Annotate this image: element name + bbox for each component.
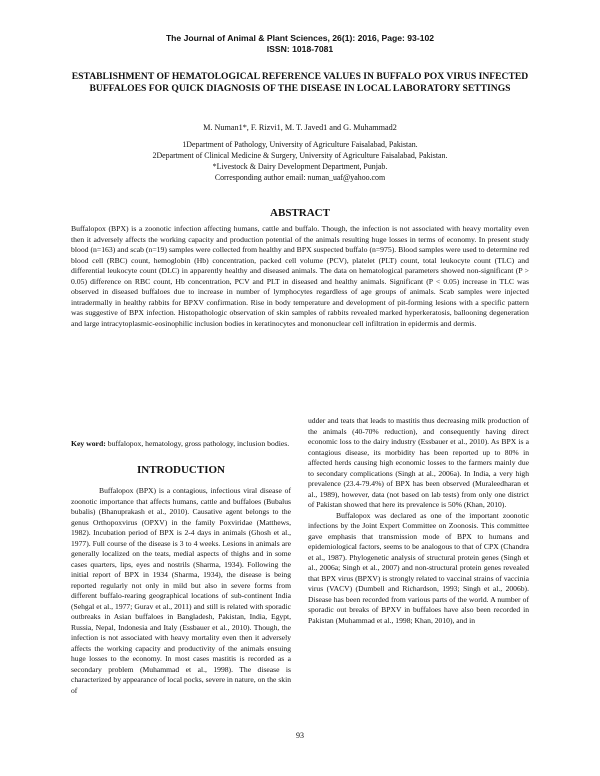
journal-issn: ISSN: 1018-7081: [266, 44, 334, 54]
page-number: 93: [296, 731, 304, 740]
keywords-label: Key word:: [71, 439, 106, 448]
paper-title: ESTABLISHMENT OF HEMATOLOGICAL REFERENCE VALUES IN BUFFALO POX VIRUS INFECTED BUFFALOES FOR QUICK DIAGNOSIS OF THE DISEASE IN LOCAL LABORATORY SETTINGS: [71, 71, 529, 94]
affiliation-2: 2Department of Clinical Medicine & Surgery, University of Agriculture Faisalabad, Pakistan.: [152, 151, 448, 160]
keywords-text: buffalopox, hematology, gross pathology, inclusion bodies.: [107, 439, 290, 448]
affiliations: [0, 139, 600, 183]
affiliation-3: *Livestock & Dairy Development Department, Punjab.: [212, 162, 388, 171]
introduction-heading: INTRODUCTION: [136, 464, 225, 476]
intro-paragraph-1: Buffalopox (BPX) is a contagious, infectious viral disease of zoonotic importance that affects humans, cattle and buffaloes (Bubalus bubalis) (Bhanuprakash et al., 2010). Causative agent belongs to the genus Orthopoxvirus (OPXV) in the family Poxviridae (Matthews, 1982). Incubation period of BPX is 2-4 days in animals (Ghosh et al., 1977). Full course of the disease is 3 to 4 weeks. Lesions in animals are generally localized on the teats, medial aspects of thighs and in some cases quarters, lips, eyes and nostrils (Sharma, 1934). Following the initial report of BPX in 1934 (Sharma, 1934), the disease is being reported regularly not only in mild but also in severe forms from different buffalo-rearing geographical locations of sub-continent India (Sehgal et al., 1977; Gurav et al., 2011) and still is related with sporadic outbreaks in Asian buffaloes in Bangladesh, Pakistan, India, Egypt, Russia, Nepal, Indonesia and Italy (Essbauer et al., 2010). Though, the infection is not associated with heavy mortality even then it adversely affects the working capacity and productivity of the animals ensuing huge losses to the economy. In most cases mastitis is recorded as a secondary problem (Muhammad et al., 1998). The disease is characterized by appearance of local pocks, severe in nature, on the skin of: [71, 486, 291, 695]
abstract-heading: ABSTRACT: [270, 207, 330, 219]
abstract-text: Buffalopox (BPX) is a zoonotic infection affecting humans, cattle and buffalo. Though, the infection is not associated with heavy mortality even then it adversely affects the working capacity and production potential of the animals resulting huge losses in terms of economy. In present study blood (n=163) and scab (n=19) samples were collected from healthy and BPX suspected buffalo (n=975). Blood samples were used to determine red blood cell (RBC) count, hemoglobin (Hb) concentration, packed cell volume (PCV), platelet (PLT) count, total leukocyte count (TLC) and differential leukocyte count (DLC) in apparently healthy and diseased animals. The data on hematological parameters showed non-significant (P > 0.05) difference on RBC count, Hb concentration, PCV and PLT in diseased and healthy animals. Significant (P < 0.05) increase in TLC was observed in diseased buffaloes due to increase in number of lymphocytes regardless of age groups of animals. Scab samples were injected intradermally in healthy rabbits for BPXV confirmation. Rise in body temperature and development of pit-forming lesions with a specific pattern was suggestive of BPX infection. Histopathologic observation of skin samples of rabbits revealed marked hyperkeratosis, ballooning degeneration and large intracytoplasmic-eosinophilic inclusion bodies in keratinocytes and mononuclear cell infiltration in epidermis and dermis.: [71, 224, 529, 328]
intro-paragraph-3: Buffalopox was declared as one of the important zoonotic infections by the Joint Expert Committee on Zoonosis. This committee gave emphasis that transmission mode of BPX to humans and epidemiological factors, seems to be analogous to that of CPX (Chandra et al., 1987). Phylogenetic analysis of structural protein genes (Singh et al., 2006a; Singh et al., 2007) and non-structural protein genes revealed that BPX virus (BPXV) is strongly related to vaccinal strains of vaccinia virus (VACV) (Dumbell and Richardson, 1993; Singh et al., 2006b). Disease has been recorded from various parts of the world. A number of sporadic out breaks of BPXV in buffaloes have also been recorded in Pakistan (Muhammad et al., 1998; Khan, 2010), and in: [308, 510, 529, 625]
intro-right-column: [308, 416, 529, 626]
affiliation-1: 1Department of Pathology, University of Agriculture Faisalabad, Pakistan.: [182, 140, 418, 149]
corresponding-author: Corresponding author email: numan_uaf@yahoo.com: [214, 173, 386, 182]
authors: M. Numan1*, F. Rizvi1, M. T. Javed1 and G. Muhammad2: [203, 123, 397, 132]
intro-paragraph-2: udder and teats that leads to mastitis thus decreasing milk production of the animals (40-70% reduction), and consequently having direct economic loss to the dairy industry (Essbauer et al., 2010). As BPX is a contagious disease, its morbidity has been reported up to 80% in affected herds causing high economic losses to the farmers mainly due to secondary complications (Singh at al., 2006a). In India, a very high prevalence (23.4-79.4%) of BPX has been observed (Muraleedharan et al., 1989), however, data (not based on lab tests) from only one district of Pakistan showed that here its prevalence is 50% (Khan, 2010).: [308, 416, 529, 509]
journal-header: [0, 33, 600, 55]
journal-citation: The Journal of Animal & Plant Sciences, 26(1): 2016, Page: 93-102: [165, 33, 435, 43]
intro-left-column: [71, 486, 291, 696]
